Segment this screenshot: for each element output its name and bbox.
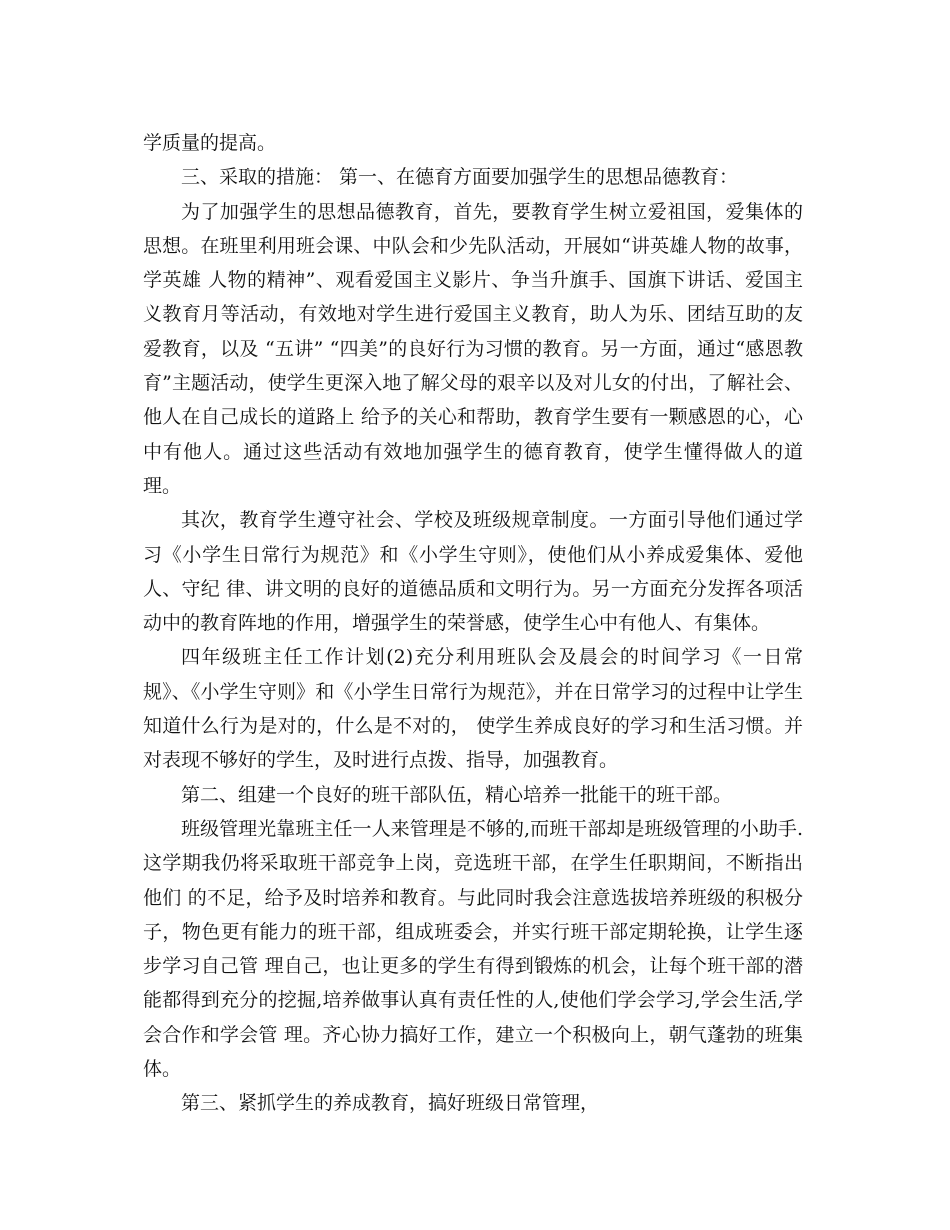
paragraph-2: 三、采取的措施： 第一、在德育方面要加强学生的思想品德教育： (181, 166, 739, 189)
paragraph-7: 班级管理光靠班主任一人来管理是不够的,而班干部却是班级管理的小助手.这学期我仍将采取班干部竞争上岗，竞选班干部，在学生任职期间，不断指出他们 的不足，给予及时培养和教育。与此同时我会注意选拔培养班级的积极分子，物色更有能力的班干部，组成班委会，并实行班干部定期轮换，让学生逐步学习自己管 理自己，也让更多的学生有得到锻炼的机会，让每个班干部的潜能都得到充分的挖掘,培养做事认真有责任性的人,使他们学会学习,学会生活,学会合作和学会管 理。齐心协力搞好工作，建立一个积极向上，朝气蓬勃的班集体。 (143, 817, 803, 1081)
paragraph-4: 其次，教育学生遵守社会、学校及班级规章制度。一方面引导他们通过学习《小学生日常行为规范》和《小学生守则》，使他们从小养成爱集体、爱他人、守纪 律、讲文明的良好的道德品质和文明行为。另一方面充分发挥各项活动中的教育阵地的作用，增强学生的荣誉感，使学生心中有他人、有集体。 (143, 509, 803, 635)
paragraph-6: 第二、组建一个良好的班干部队伍，精心培养一批能干的班干部。 (181, 783, 733, 806)
document-body (143, 126, 803, 1121)
paragraph-3: 为了加强学生的思想品德教育，首先，要教育学生树立爱祖国，爱集体的思想。在班里利用班会课、中队会和少先队活动，开展如“讲英雄人物的故事，学英雄 人物的精神”、观看爱国主义影片、争当升旗手、国旗下讲话、爱国主义教育月等活动，有效地对学生进行爱国主义教育，助人为乐、团结互助的友爱教育，以及 “五讲” “四美”的良好行为习惯的教育。另一方面，通过“感恩教育”主题活动，使学生更深入地了解父母的艰辛以及对儿女的付出，了解社会、他人在自己成长的道路上 给予的关心和帮助，教育学生要有一颗感恩的心，心中有他人。通过这些活动有效地加强学生的德育教育，使学生懂得做人的道理。 (143, 200, 803, 497)
paragraph-5: 四年级班主任工作计划(2)充分利用班队会及晨会的时间学习《一日常规》、《小学生守则》和《小学生日常行为规范》，并在日常学习的过程中让学生知道什么行为是对的，什么是不对的， 使学生养成良好的学习和生活习惯。并对表现不够好的学生，及时进行点拨、指导，加强教育。 (143, 646, 803, 772)
paragraph-8: 第三、紧抓学生的养成教育，搞好班级日常管理， (181, 1092, 600, 1115)
paragraph-1: 学质量的提高。 (143, 132, 277, 154)
